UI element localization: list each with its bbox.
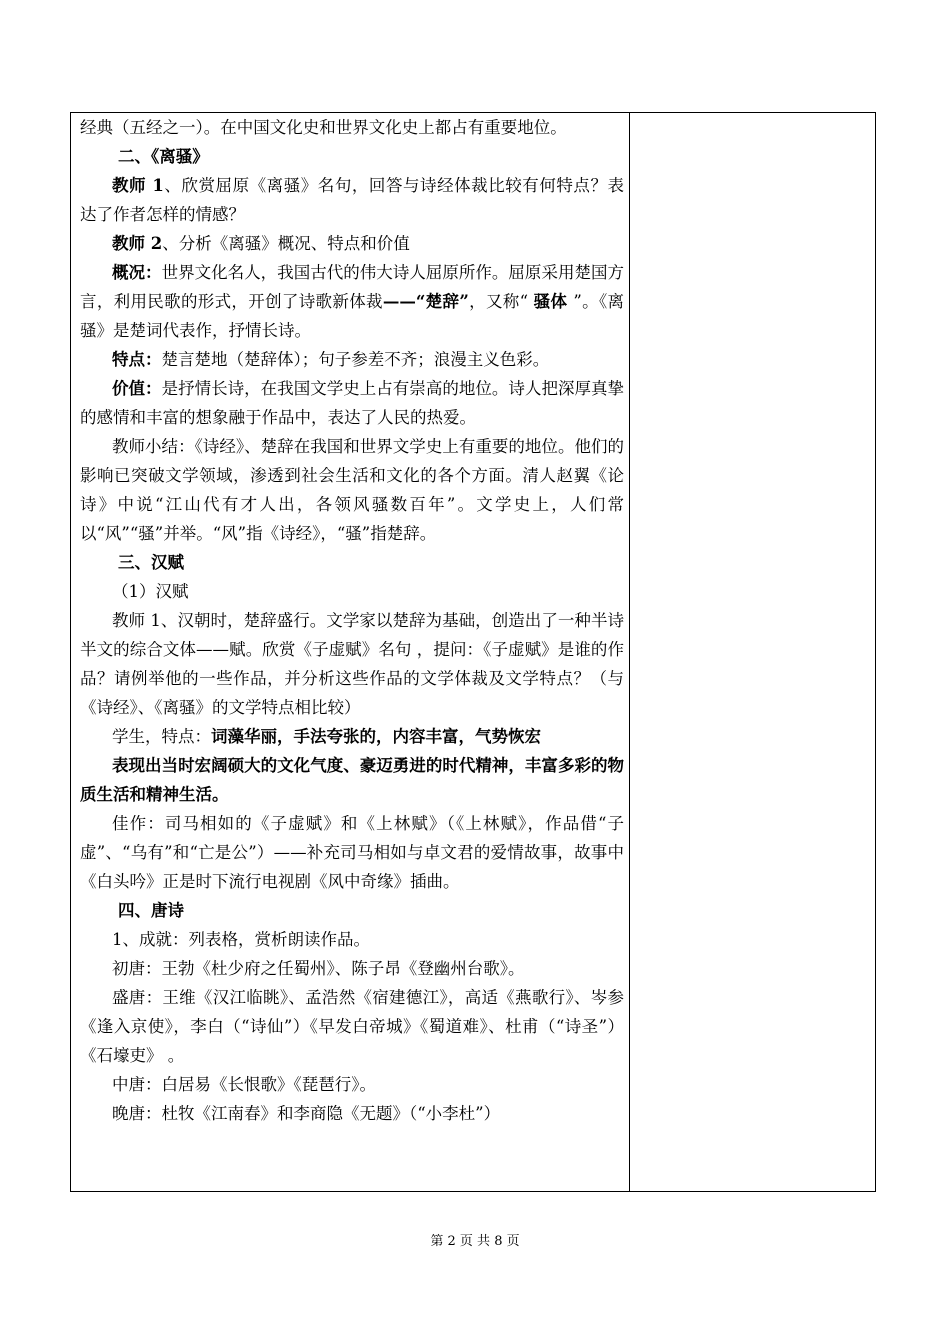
overview-label: 概况： bbox=[112, 263, 162, 282]
heading-tangshi: 四、唐诗 bbox=[118, 901, 184, 920]
lesson-content bbox=[80, 113, 624, 1128]
paragraph-hanfu-teacher: 教师 1、汉朝时，楚辞盛行。文学家以楚辞为基础，创造出了一种半诗半文的综合文体——赋。欣赏《子虚赋》名句 ，提问：《子虚赋》是谁的作品？请例举他的一些作品，并分析这些作品的文学体裁及文学特点？（与《诗经》、《离骚》的文学特点相比较） bbox=[80, 611, 624, 717]
overview-bold-2: 骚体 bbox=[533, 292, 574, 311]
value-label: 价值： bbox=[112, 379, 162, 398]
hanfu-student-label: 学生，特点： bbox=[112, 727, 211, 746]
overview-text-3: ”。《离骚》是楚词代表作，抒情长诗。 bbox=[80, 292, 625, 340]
features-label: 特点： bbox=[112, 350, 162, 369]
teacher-2-label: 教师 2 bbox=[112, 234, 163, 253]
paragraph-high-tang: 盛唐：王维《汉江临眺》、孟浩然《宿建德江》，高适《燕歌行》、岑参《逢入京使》，李白（“诗仙”）《早发白帝城》《蜀道难》、杜甫（“诗圣”）《石壕吏》 。 bbox=[80, 988, 624, 1065]
paragraph-late-tang: 晚唐：杜牧《江南春》和李商隐《无题》（“小李杜”） bbox=[112, 1104, 501, 1123]
paragraph-summary: 教师小结：《诗经》、楚辞在我国和世界文学史上有重要的地位。他们的影响已突破文学领域，渗透到社会生活和文化的各个方面。清人赵翼《论诗》中说“江山代有才人出，各领风骚数百年”。文学史上，人们常以“风”“骚”并举。“风”指《诗经》，“骚”指楚辞。 bbox=[80, 437, 624, 543]
paragraph-features bbox=[80, 345, 624, 374]
heading-hanfu: 三、汉赋 bbox=[118, 553, 184, 572]
teacher-1-text: 、欣赏屈原《离骚》名句，回答与诗经体裁比较有何特点？表达了作者怎样的情感？ bbox=[80, 176, 624, 224]
paragraph-overview bbox=[80, 258, 624, 345]
paragraph-hanfu-works: 佳作：司马相如的《子虚赋》和《上林赋》（《上林赋》，作品借“子虚”、“乌有”和“亡是公”）——补充司马相如与卓文君的爱情故事，故事中《白头吟》正是时下流行电视剧《风中奇缘》插曲。 bbox=[80, 814, 624, 891]
page-footer: 第 2 页 共 8 页 bbox=[430, 1234, 520, 1249]
hanfu-student-bold: 词藻华丽，手法夸张的，内容丰富，气势恢宏 bbox=[211, 727, 541, 746]
paragraph-intro: 经典（五经之一）。在中国文化史和世界文化史上都占有重要地位。 bbox=[80, 118, 567, 137]
paragraph-hanfu-spirit: 表现出当时宏阔硕大的文化气度、豪迈勇进的时代精神，丰富多彩的物质生活和精神生活。 bbox=[80, 756, 624, 804]
overview-text-1: 世界文化名人，我国古代的伟大诗人屈原所作。屈原采用楚国方言，利用民歌的形式，开创了诗歌新体裁 bbox=[80, 263, 625, 311]
overview-text-2: ，又称“ bbox=[468, 292, 534, 311]
heading-lisao: 二、《离骚》 bbox=[118, 147, 209, 166]
paragraph-tangshi-1: 1、成就：列表格，赏析朗读作品。 bbox=[112, 930, 370, 949]
paragraph-mid-tang: 中唐：白居易《长恨歌》《琵琶行》。 bbox=[112, 1075, 376, 1094]
paragraph-value bbox=[80, 374, 624, 432]
value-text: 是抒情长诗，在我国文学史上占有崇高的地位。诗人把深厚真挚的感情和丰富的想象融于作品中，表达了人民的热爱。 bbox=[80, 379, 625, 427]
teacher-2-text: 、分析《离骚》概况、特点和价值 bbox=[162, 234, 410, 253]
features-text: 楚言楚地（楚辞体）；句子参差不齐；浪漫主义色彩。 bbox=[161, 350, 550, 369]
table-column-divider bbox=[629, 112, 630, 1192]
paragraph-teacher-1 bbox=[80, 171, 624, 229]
paragraph-hanfu-student bbox=[80, 722, 624, 751]
overview-bold-1: ——“楚辞” bbox=[382, 292, 469, 311]
paragraph-early-tang: 初唐：王勃《杜少府之任蜀州》、陈子昂《登幽州台歌》。 bbox=[112, 959, 525, 978]
subheading-hanfu: （1）汉赋 bbox=[112, 582, 189, 601]
teacher-1-label: 教师 1 bbox=[112, 176, 164, 195]
paragraph-teacher-2 bbox=[80, 229, 624, 258]
